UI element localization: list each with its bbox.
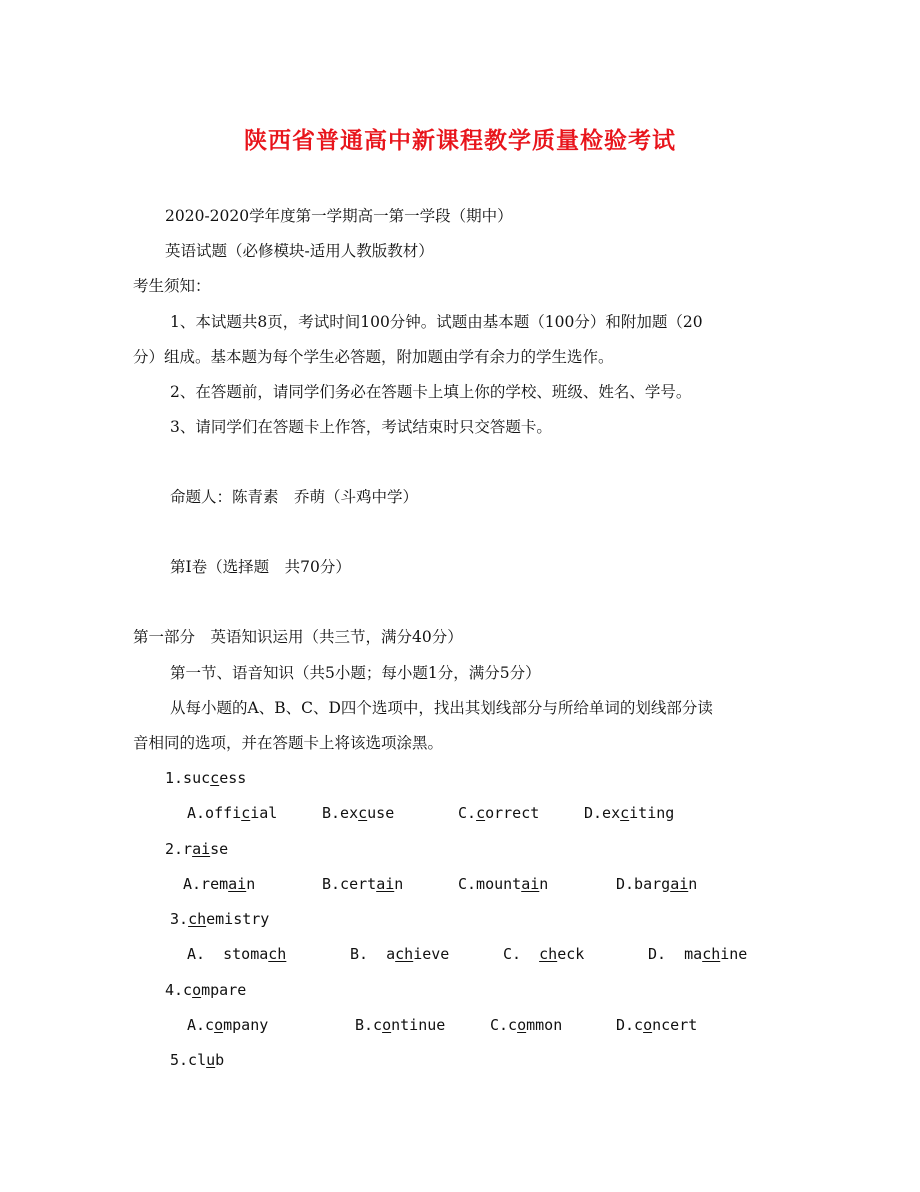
notice-item-2: 2、在答题前，请同学们务必在答题卡上填上你的学校、班级、姓名、学号。: [170, 383, 692, 401]
volume-heading: 第Ⅰ卷（选择题 共70分）: [170, 558, 351, 576]
instructions-line-2: 音相同的选项，并在答题卡上将该选项涂黑。: [133, 734, 444, 752]
question-3-option-c: C. check: [503, 945, 585, 963]
question-2-option-a: A.remain: [183, 875, 256, 893]
notice-item-1-cont: 分）组成。基本题为每个学生必答题，附加题由学有余力的学生选作。: [133, 348, 614, 366]
section-heading: 第一节、语音知识（共5小题；每小题1分，满分5分）: [170, 664, 541, 682]
authors-line: 命题人：陈青素 乔萌（斗鸡中学）: [170, 488, 419, 506]
question-4-option-b: B.continue: [355, 1016, 446, 1034]
subject-line: 英语试题（必修模块-适用人教版教材）: [165, 242, 434, 260]
instructions-line-1: 从每小题的A、B、C、D四个选项中，找出其划线部分与所给单词的划线部分读: [170, 699, 713, 717]
question-2-stem: 2.raise: [165, 840, 229, 858]
school-year-line: 2020-2020学年度第一学期高一第一学段（期中）: [165, 207, 513, 225]
question-3-option-a: A. stomach: [187, 945, 287, 963]
question-4-option-c: C.common: [490, 1016, 563, 1034]
question-2-option-d: D.bargain: [616, 875, 698, 893]
question-1-option-d: D.exciting: [584, 804, 675, 822]
question-1-option-a: A.official: [187, 804, 278, 822]
question-3-stem: 3.chemistry: [170, 910, 270, 928]
question-4-option-a: A.company: [187, 1016, 269, 1034]
question-3-option-d: D. machine: [648, 945, 748, 963]
part-heading: 第一部分 英语知识运用（共三节，满分40分）: [133, 628, 463, 646]
question-1-option-b: B.excuse: [322, 804, 395, 822]
notice-item-3: 3、请同学们在答题卡上作答，考试结束时只交答题卡。: [170, 418, 552, 436]
exam-title: 陕西省普通高中新课程教学质量检验考试: [244, 128, 676, 154]
question-2-option-c: C.mountain: [458, 875, 549, 893]
question-1-stem: 1.success: [165, 769, 247, 787]
question-1-option-c: C.correct: [458, 804, 540, 822]
question-4-stem: 4.compare: [165, 981, 247, 999]
notice-item-1: 1、本试题共8页，考试时间100分钟。试题由基本题（100分）和附加题（20: [170, 313, 703, 331]
question-3-option-b: B. achieve: [350, 945, 450, 963]
question-2-option-b: B.certain: [322, 875, 404, 893]
notice-header: 考生须知：: [133, 277, 211, 295]
question-4-option-d: D.concert: [616, 1016, 698, 1034]
question-5-stem: 5.club: [170, 1051, 225, 1069]
